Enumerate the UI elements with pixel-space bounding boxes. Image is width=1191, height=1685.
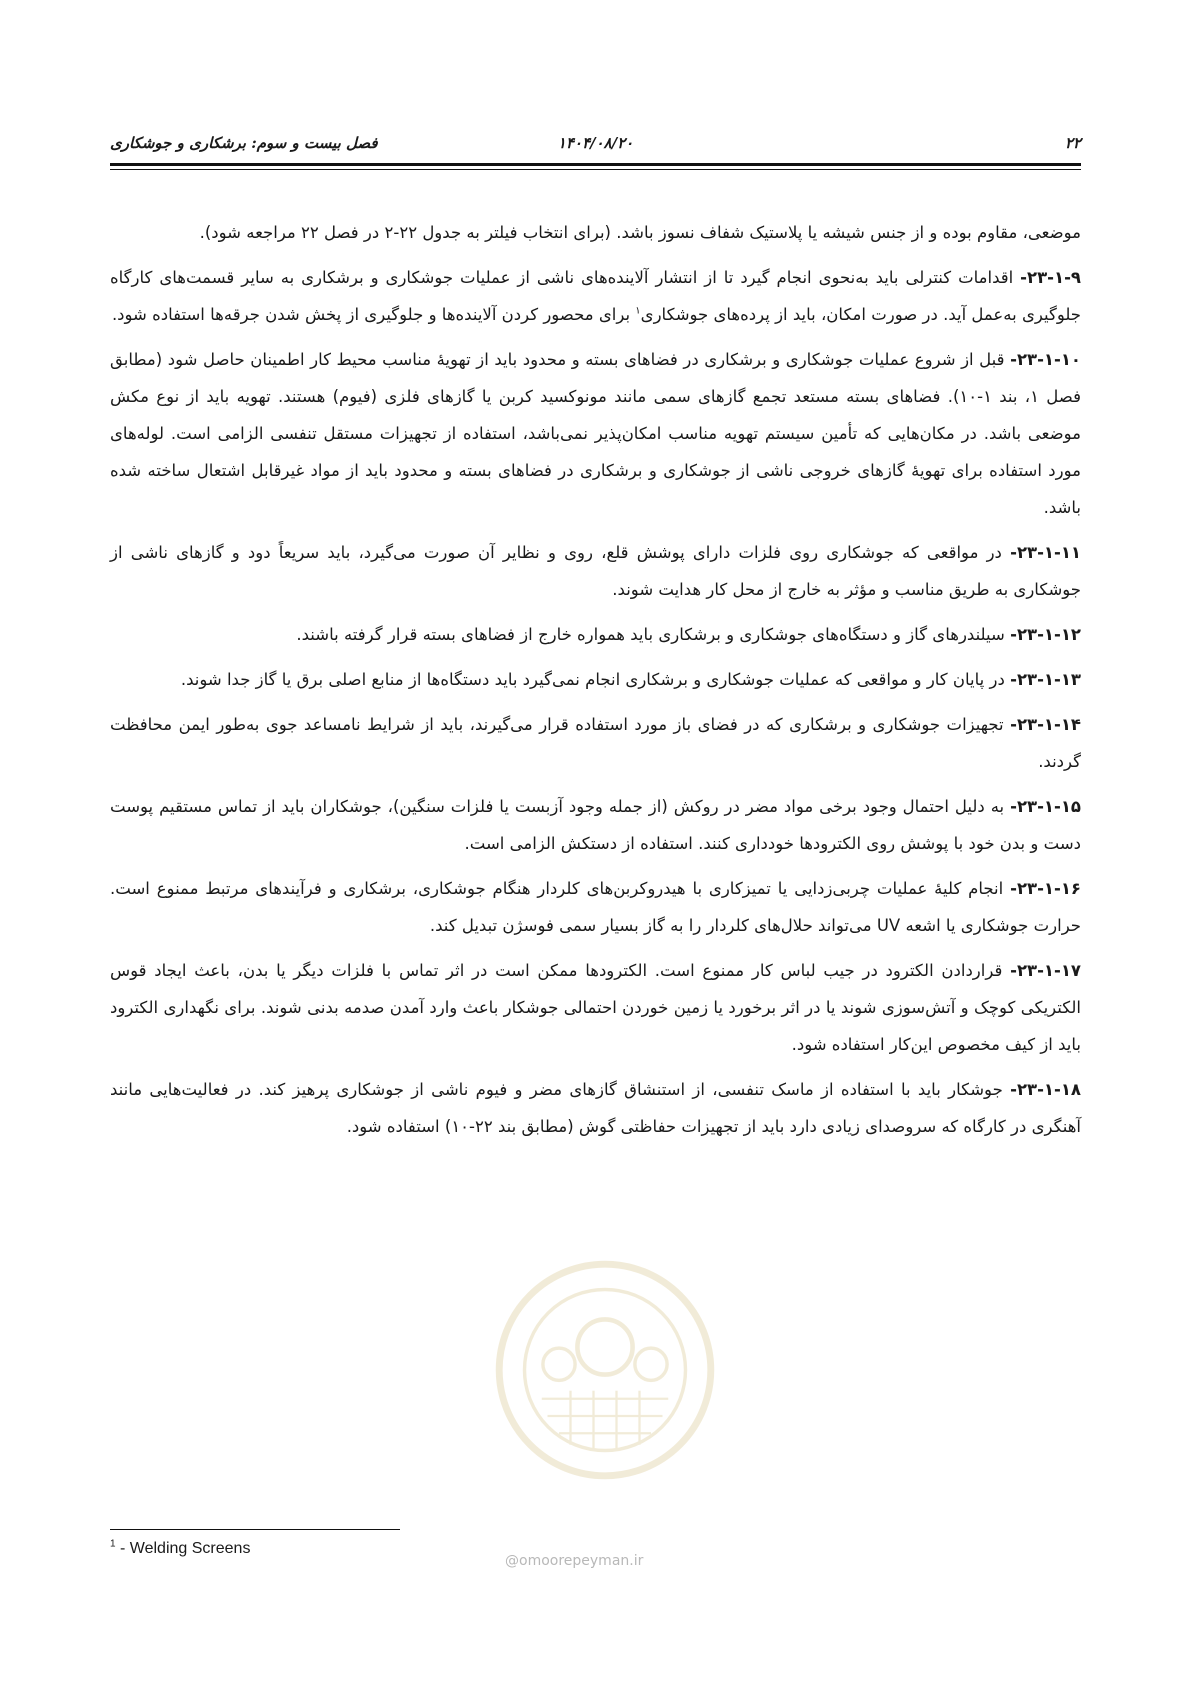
header-date: ۱۴۰۴/۰۸/۲۰ (557, 134, 634, 152)
clause-number: ۲۳-۱-۱۷- (1010, 961, 1081, 980)
paragraph (110, 1071, 1081, 1145)
paragraph-text: اقدامات کنترلی باید به‌نحوی انجام گیرد تا از انتشار آلاینده‌های ناشی از عملیات جوشکاری و برشکاری به سایر قسمت‌های کارگاه جلوگیری به‌عمل آید. در صورت امکان، باید از پرده‌های جوشکاری (110, 268, 1081, 324)
clause-number: ۲۳-۱-۱۶- (1010, 879, 1081, 898)
paragraph-text: تجهیزات جوشکاری و برشکاری که در فضای باز مورد استفاده قرار می‌گیرند، باید از شرایط نامساعد جوی به‌طور ایمن محافظت گردند. (110, 715, 1081, 771)
clause-number: ۲۳-۱-۱۵- (1010, 797, 1081, 816)
paragraph (110, 661, 1081, 698)
clause-number: ۲۳-۱-۱۰- (1010, 350, 1081, 369)
clause-number: ۲۳-۱-۱۴- (1010, 715, 1081, 734)
paragraph (110, 259, 1081, 333)
document-body (110, 214, 1081, 1153)
clause-number: ۲۳-۱-۱۱- (1010, 543, 1081, 562)
paragraph-text: جوشکار باید با استفاده از ماسک تنفسی، از استنشاق گازهای مضر و فیوم ناشی از جوشکاری پرهیز کند. در فعالیت‌هایی مانند آهنگری در کارگاه که سروصدای زیادی دارد باید از تجهیزات حفاظتی گوش (مطابق بند ۲۲-۱۰) استفاده شود. (110, 1080, 1081, 1136)
clause-number: ۲۳-۱-۱۳- (1010, 670, 1081, 689)
paragraph (110, 952, 1081, 1063)
watermark-url: @omoorepeyman.ir (505, 1553, 644, 1569)
clause-number: ۲۳-۱-۹- (1020, 268, 1081, 287)
clause-number: ۲۳-۱-۱۲- (1010, 625, 1081, 644)
clause-number: ۲۳-۱-۱۸- (1010, 1080, 1081, 1099)
paragraph (110, 214, 1081, 251)
paragraph-text: به دلیل احتمال وجود برخی مواد مضر در روکش (از جمله وجود آزبست یا فلزات سنگین)، جوشکاران باید از تماس مستقیم پوست دست و بدن خود با پوشش روی الکترودها خودداری کنند. استفاده از دستکش الزامی است. (110, 797, 1081, 853)
paragraph (110, 534, 1081, 608)
footnote-number: 1 (110, 1538, 116, 1550)
paragraph-text: در پایان کار و مواقعی که عملیات جوشکاری و برشکاری انجام نمی‌گیرد باید دستگاه‌ها از منابع اصلی برق یا گاز جدا شوند. (180, 670, 1011, 689)
paragraph (110, 706, 1081, 780)
header-rule-thin (110, 169, 1081, 170)
paragraph-text: موضعی، مقاوم بوده و از جنس شیشه یا پلاستیک شفاف نسوز باشد. (برای انتخاب فیلتر به جدول ۲۲-۲ در فصل ۲۲ مراجعه شود). (199, 223, 1081, 242)
footnote (110, 1540, 250, 1558)
paragraph-text: سیلندرهای گاز و دستگاه‌های جوشکاری و برشکاری باید همواره خارج از فضاهای بسته قرار گرفته باشند. (296, 625, 1011, 644)
page-header (110, 128, 1081, 164)
page-number: ۲۲ (1064, 134, 1081, 152)
paragraph (110, 341, 1081, 526)
paragraph-text: قبل از شروع عملیات جوشکاری و برشکاری در فضاهای بسته و محدود باید از تهویۀ مناسب محیط کار اطمینان حاصل شود (مطابق فصل ۱، بند ۱-۱۰). فضاهای بسته مستعد تجمع گازهای سمی مانند مونوکسید کربن یا گازهای فلزی (فیوم) هستند. تهویه باید از نوع مکش موضعی باشد. در مکان‌هایی که تأمین سیستم تهویه مناسب امکان‌پذیر نمی‌باشد، استفاده از تجهیزات مستقل تنفسی الزامی است. لوله‌های مورد استفاده برای تهویۀ گازهای خروجی ناشی از جوشکاری و برشکاری در فضاهای بسته و محدود باید از مواد غیرقابل اشتعال ساخته شده باشد. (110, 350, 1081, 517)
seal-logo-icon (490, 1255, 720, 1485)
paragraph (110, 870, 1081, 944)
chapter-title: فصل بیست و سوم: برشکاری و جوشکاری (110, 134, 378, 152)
footnote-rule (110, 1529, 400, 1530)
paragraph-text: در مواقعی که جوشکاری روی فلزات دارای پوشش قلع، روی و نظایر آن صورت می‌گیرد، باید سریعاً دود و گازهای ناشی از جوشکاری به طریق مناسب و مؤثر به خارج از محل کار هدایت شوند. (110, 543, 1081, 599)
paragraph-text: برای محصور کردن آلاینده‌ها و جلوگیری از پخش شدن جرقه‌ها استفاده شود. (111, 305, 636, 324)
paragraph (110, 788, 1081, 862)
footnote-text: - Welding Screens (115, 1540, 251, 1557)
paragraph-text: انجام کلیۀ عملیات چربی‌زدایی یا تمیزکاری با هیدروکربن‌های کلردار هنگام جوشکاری، برشکاری و فرآیندهای مرتبط ممنوع است. حرارت جوشکاری یا اشعه UV می‌تواند حلال‌های کلردار را به گاز بسیار سمی فوسژن تبدیل کند. (110, 879, 1081, 935)
footnote-marker: ۱ (635, 305, 641, 317)
header-rule-thick (110, 163, 1081, 166)
paragraph-text: قراردادن الکترود در جیب لباس کار ممنوع است. الکترودها ممکن است در اثر تماس با فلزات دیگر یا بدن، باعث ایجاد قوس الکتریکی کوچک و آتش‌سوزی شوند یا در اثر برخورد یا زمین خوردن احتمالی جوشکار باعث وارد آمدن صدمه بدنی شوند. برای نگهداری الکترود باید از کیف مخصوص این‌کار استفاده شود. (110, 961, 1081, 1054)
paragraph (110, 616, 1081, 653)
